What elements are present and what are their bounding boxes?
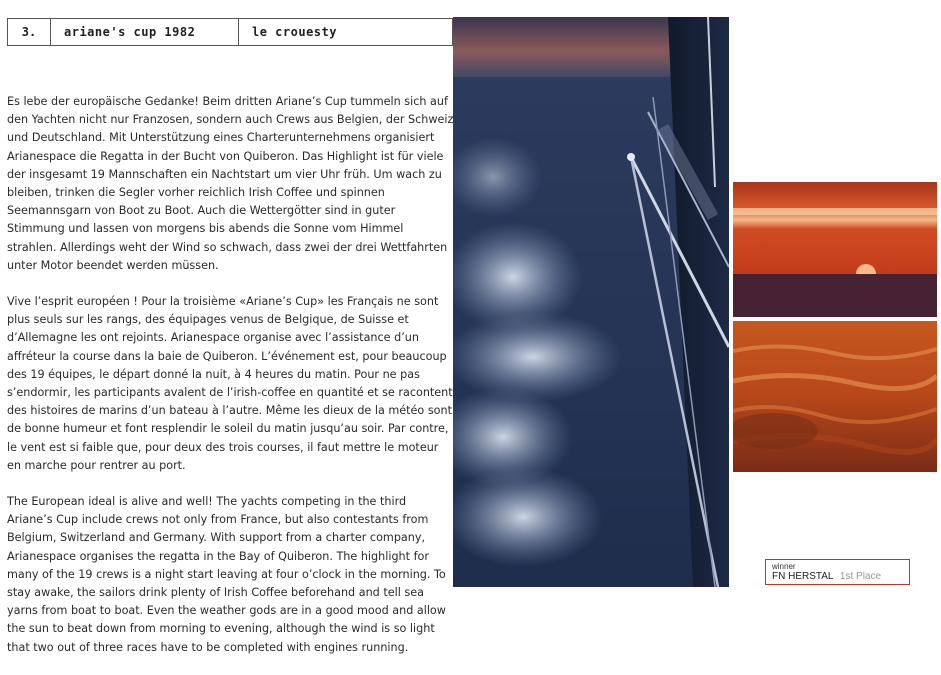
paragraph-german: Es lebe der europäische Gedanke! Beim dritten Ariane’s Cup tummeln sich auf den Yachten nicht nur Franzosen, sondern auch Crews aus Belgien, der Schweiz und Deutschland. Mit Unterstützung eines Charterunternehmens organisiert Arianespace die Regatta in der Bucht von Quiberon. Das Highlight ist für viele der insgesamt 19 Mannschaften ein Nachtstart um vier Uhr früh. Um wach zu bleiben, trinken die Segler vorher reichlich Irish Coffee und spinnen Seemannsgarn von Boot zu Boot. Auch die Wettergötter sind in guter Stimmung und lassen von morgens bis abends die Sonne vom Himmel strahlen. Allerdings weht der Wind so schwach, dass zwei der drei Wettfahrten unter Motor beendet werden müssen. bbox=[7, 95, 454, 272]
water-reflection-photo bbox=[733, 321, 937, 472]
winner-label: winner bbox=[772, 562, 796, 571]
section-number: 3. bbox=[8, 19, 51, 45]
winner-place: 1st Place bbox=[839, 571, 882, 582]
article-header bbox=[7, 18, 453, 46]
winner-row bbox=[772, 571, 903, 583]
paragraph-english: The European ideal is alive and well! The yachts competing in the third Ariane’s Cup include crews not only from France, but also contestants from Belgium, Switzerland and Germany. With support from a charter company, Arianespace organises the regatta in the Bay of Quiberon. The highlight for many of the 19 crews is a night start leaving at four o’clock in the morning. To stay awake, the sailors drink plenty of Irish Coffee beforehand and tell sea yarns from boat to boat. Even the weather gods are in a good mood and allow the sun to beat down from morning to evening, although the wind is so light that two out of three races have to be completed with engines running. bbox=[7, 495, 446, 654]
article-body bbox=[7, 93, 454, 675]
winner-name: FN HERSTAL bbox=[772, 571, 834, 582]
sunset-photo bbox=[733, 182, 937, 317]
winner-box bbox=[765, 559, 910, 585]
event-title: ariane's cup 1982 bbox=[51, 19, 239, 45]
event-location: le crouesty bbox=[252, 25, 337, 39]
paragraph-french: Vive l’esprit européen ! Pour la troisième «Ariane’s Cup» les Français ne sont plus seuls sur les rangs, des équipages venus de Belgique, de Suisse et d’Allemagne les ont rejoints. Arianespace organise avec l’assistance d’un affréteur la course dans la baie de Quiberon. L’événement est, pour beaucoup des 19 équipes, le départ donné la nuit, à 4 heures du matin. Pour ne pas s’endormir, les participants avalent de l’irish-coffee en quantité et se racontent des histoires de marins d’un bateau à l’autre. Même les dieux de la météo sont de bonne humeur et font resplendir le soleil du matin jusqu’au soir. Par contre, le vent est si faible que, pour deux des trois courses, il faut mettre le moteur en marche pour rentrer au port. bbox=[7, 295, 453, 472]
night-sailing-photo bbox=[453, 17, 729, 587]
